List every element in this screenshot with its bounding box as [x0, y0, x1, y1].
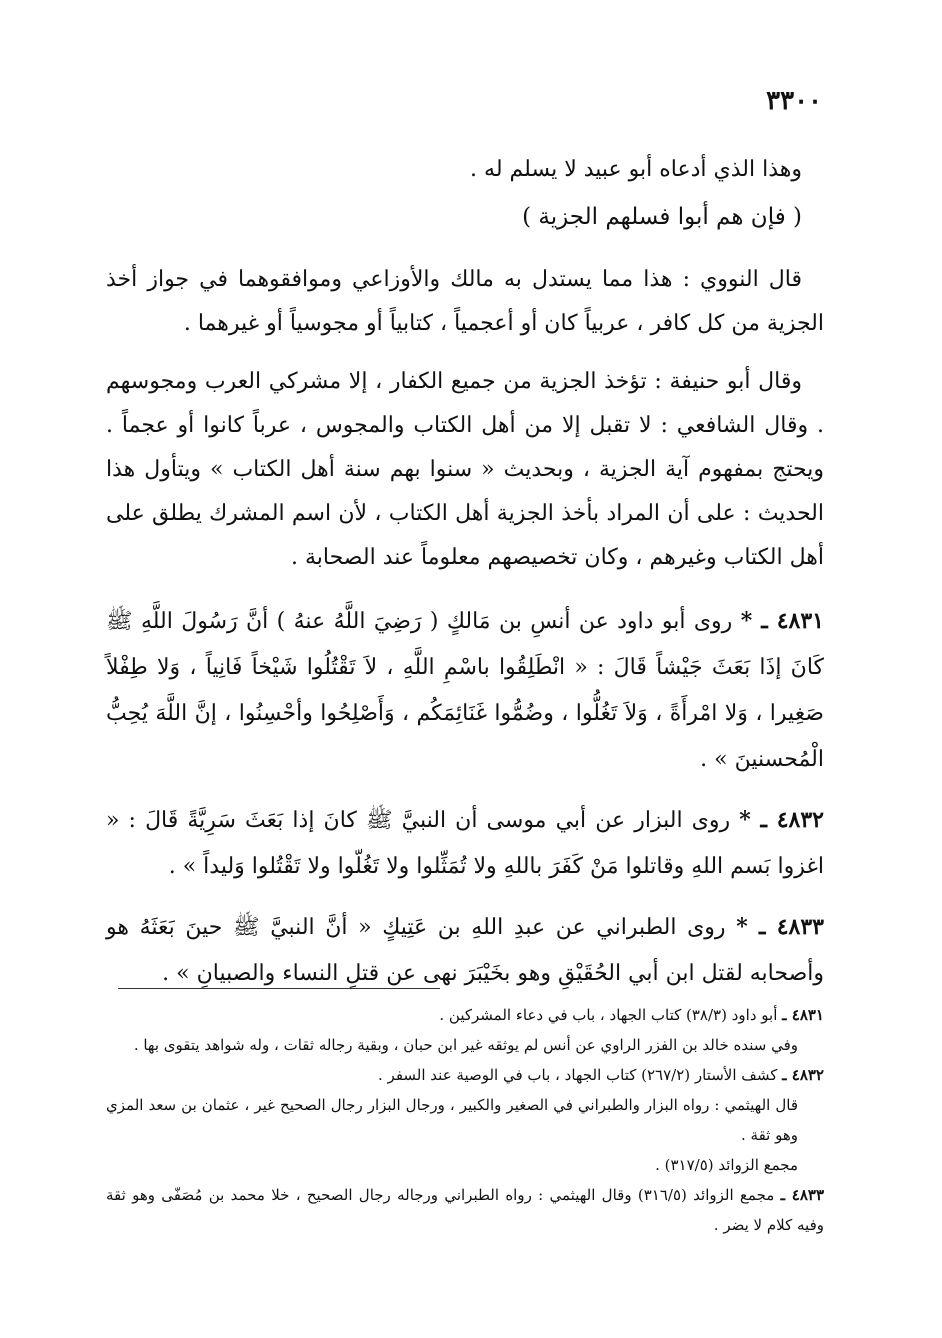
footnote-text: وفي سنده خالد بن الفزر الراوي عن أنس لم يوثقه غير ابن حبان ، وبقية رجاله ثقات ، وله شواهد يتقوى بها . [133, 1036, 798, 1054]
footnotes [106, 1000, 824, 1240]
footnote [106, 1180, 824, 1240]
footnote-text: مجمع الزوائد (٣١٦/٥) وقال الهيثمي : رواه الطبراني ورجاله رجال الصحيح ، خلا محمد بن مُصَفّى وهو ثقة وفيه كلام لا يضر . [106, 1186, 824, 1234]
footnote-text: كشف الأستار (٢٦٧/٢) كتاب الجهاد ، باب في الوصية عند السفر . [378, 1066, 778, 1084]
footnote [106, 1000, 824, 1030]
hadith-number: ٤٨٣١ ـ * [740, 608, 824, 634]
footnote-text: أبو داود (٣٨/٣) كتاب الجهاد ، باب في دعاء المشركين . [439, 1006, 778, 1024]
hadith-entry [106, 904, 824, 997]
footnote-number: ٤٨٣٢ ـ [782, 1066, 824, 1084]
paragraph-nawawi: قال النووي : هذا مما يستدل به مالك والأوزاعي وموافقوهما في جواز أخذ الجزية من كل كافر ، عربياً كان أو أعجمياً ، كتابياً أو مجوسياً أو غيرهما . [106, 267, 824, 336]
hadith-entry [106, 598, 824, 783]
paragraph: وهذا الذي أدعاه أبو عبيد لا يسلم له . [470, 157, 802, 182]
footnote-number: ٤٨٣٣ ـ [780, 1186, 825, 1204]
hadith-text: روى الطبراني عن عبدِ اللهِ بن عَتِيكٍ « أنَّ النبيَّ ﷺ حينَ بَعَثَهُ هو وأصحابه لقتل ابن أبي الحُقَيْقِ وهو بخَيْبَرَ نهى عن قتلِ النساء والصبيانِ » . [106, 915, 824, 986]
hadith-entry [106, 797, 824, 890]
footnote-text: قال الهيثمي : رواه البزار والطبراني في الصغير والكبير ، ورجال البزار رجال الصحيح غير ، عثمان بن سعد المزي وهو ثقة . [106, 1096, 798, 1144]
hadith-text: روى البزار عن أبي موسى أن النبيَّ ﷺ كانَ إذا بَعَثَ سَرِيَّةً قَالَ : « اغزوا بَسم اللهِ وقاتلوا مَنْ كَفَرَ باللهِ ولا تُمَثِّلوا ولا تَغُلّوا ولا تَقْتُلوا وَليداً » . [106, 808, 824, 879]
page-number: ٣٣٠٠ [766, 86, 822, 116]
paragraph-abu-hanifa: وقال أبو حنيفة : تؤخذ الجزية من جميع الكفار ، إلا مشركي العرب ومجوسهم . وقال الشافعي : لا تقبل إلا من أهل الكتاب والمجوس ، عرباً كانوا أو عجماً . ويحتج بمفهوم آية الجزية ، وبحديث « سنوا بهم سنة أهل الكتاب » ويتأول هذا الحديث : على أن المراد بأخذ الجزية أهل الكتاب ، لأن اسم المشرك يطلق على أهل الكتاب وغيرهم ، وكان تخصيصهم معلوماً عند الصحابة . [106, 369, 824, 570]
footnote-text: مجمع الزوائد (٣١٧/٥) . [655, 1156, 798, 1174]
quoted-hadith-phrase: ( فإن هم أبوا فسلهم الجزية ) [522, 204, 802, 230]
footnote-divider [118, 988, 440, 989]
footnote-line [106, 1030, 824, 1060]
footnote-line [106, 1150, 824, 1180]
footnote [106, 1060, 824, 1090]
hadith-text: روى أبو داود عن أنسِ بن مَالكٍ ( رَضِيَ اللَّهُ عنهُ ) أنَّ رَسُولَ اللَّهِ ﷺ كَانَ إذَا بَعَثَ جَيْشاً قَالَ : « انْطَلِقُوا باسْمِ اللَّهِ ، لاَ تَقْتُلُوا شَيْخاً فَانِياً ، وَلا طِفْلاً صَغِيرا ، وَلا امْرأَةً ، وَلاَ تَغُلُّوا ، وضُمُّوا غَنَائِمَكُم ، وَأَصْلِحُوا وأحْسِنُوا ، إنَّ اللَّهَ يُحِبُّ الْمُحسنينَ » . [106, 609, 824, 772]
hadith-number: ٤٨٣٢ ـ * [739, 807, 824, 833]
footnote-line [106, 1090, 824, 1150]
main-text [106, 148, 824, 997]
footnote-number: ٤٨٣١ ـ [782, 1006, 824, 1024]
hadith-number: ٤٨٣٣ ـ * [736, 914, 824, 940]
